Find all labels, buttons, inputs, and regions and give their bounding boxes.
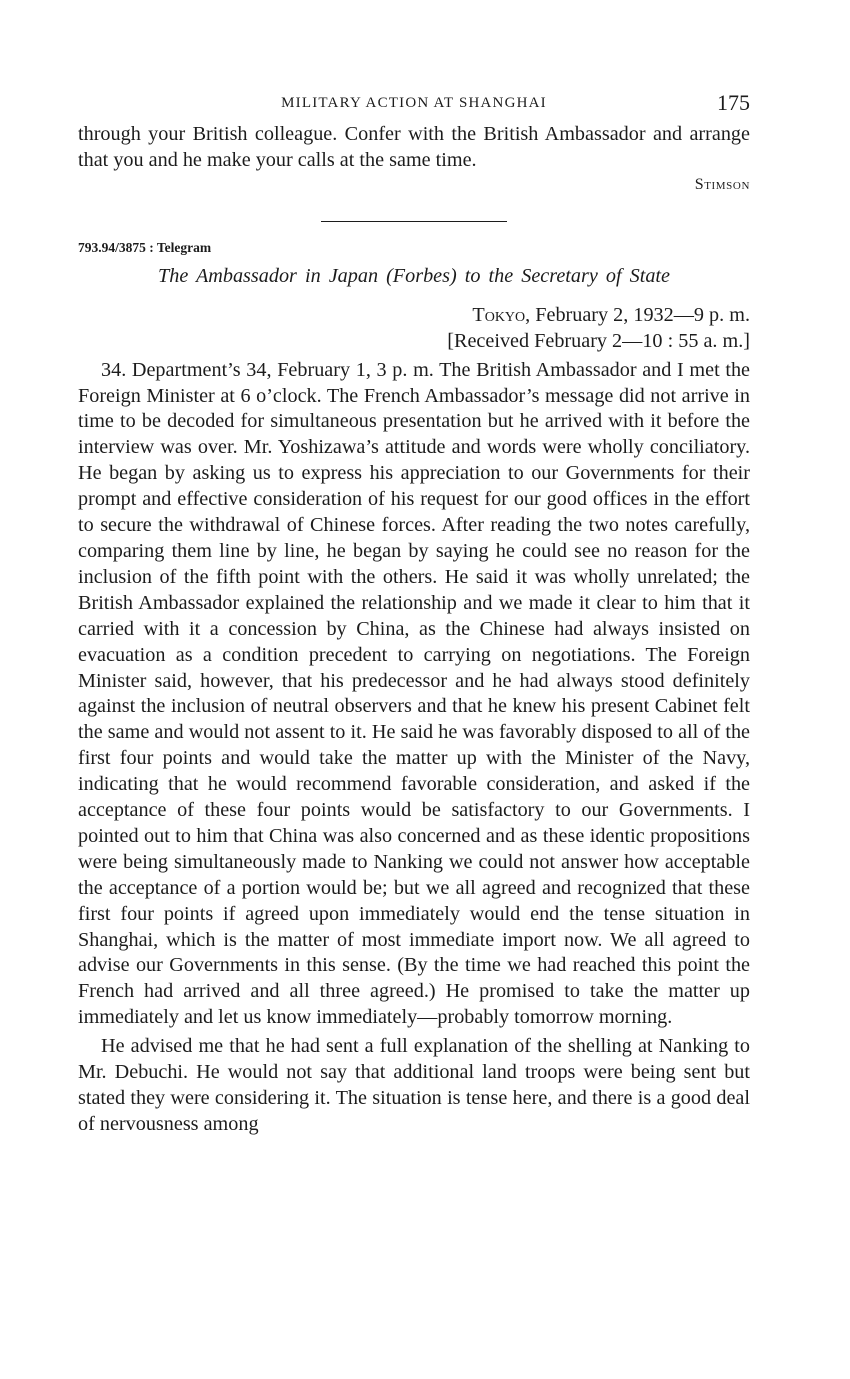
page-number: 175 (717, 90, 750, 115)
file-reference: 793.94/3875 : Telegram (78, 239, 212, 255)
dateline (78, 303, 750, 355)
body-paragraph: He advised me that he had sent a full explanation of the shelling at Nanking to Mr. Debuchi. He would not say that additional land troops were being sent but stated they were considering it. The situation is tense here, and there is a good deal of nervousness among (78, 1035, 750, 1135)
document-title: The Ambassador in Japan (Forbes) to the Secretary of State (158, 264, 670, 287)
signature: Stimson (694, 175, 750, 193)
continuation-paragraph: through your British colleague. Confer with the British Ambassador and arrange that you and he make your calls at the same time. (78, 123, 750, 171)
body-paragraph: 34. Department’s 34, February 1, 3 p. m. The British Ambassador and I met the Foreign Minister at 6 o’clock. The French Ambassador’s message did not arrive in time to be decoded for simultaneous presentation but he arrived with it before the interview was over. Mr. Yoshizawa’s attitude and words were wholly conciliatory. He began by asking us to express his appreciation to our Governments for their prompt and effective consideration of his request for our good offices in the effort to secure the withdrawal of Chinese forces. After reading the two notes carefully, comparing them line by line, he began by saying he could see no reason for the inclusion of the fifth point with the others. He said it was wholly unrelated; the British Ambassador explained the relationship and we made it clear to him that it carried with it a concession by China, as the Chinese had always insisted on evacuation as a condition precedent to carrying on negotiations. The Foreign Minister said, however, that his predecessor and he had always stood definitely against the inclusion of neutral observers and that he knew his present Cabinet felt the same and would not assent to it. He said he was favorably disposed to all of the first four points and would take the matter up with the Minister of the Navy, indicating that he would recommend favorable consideration, and asked if the acceptance of these four points would be satisfactory to our Governments. I pointed out to him that China was also concerned and as these identic propositions were being simultaneously made to Nanking we could not answer how acceptable the acceptance of a portion would be; but we all agreed and recognized that these first four points if agreed upon immediately would end the tense situation in Shanghai, which is the matter of most immediate import now. We all agreed to advise our Governments in this sense. (By the time we had reached this point the French had arrived and all three agreed.) He promised to take the matter up immediately and let us know immediately—probably tomorrow morning. (78, 358, 750, 1029)
dateline-received: [Received February 2—10 : 55 a. m.] (447, 329, 750, 352)
section-divider (321, 221, 507, 222)
document-page (78, 88, 750, 1138)
running-head (78, 88, 750, 118)
running-head-title: MILITARY ACTION AT SHANGHAI (281, 95, 547, 111)
dateline-date: , February 2, 1932—9 p. m. (525, 303, 750, 326)
dateline-place: Tokyo (472, 303, 526, 326)
dateline-sent (78, 303, 750, 329)
